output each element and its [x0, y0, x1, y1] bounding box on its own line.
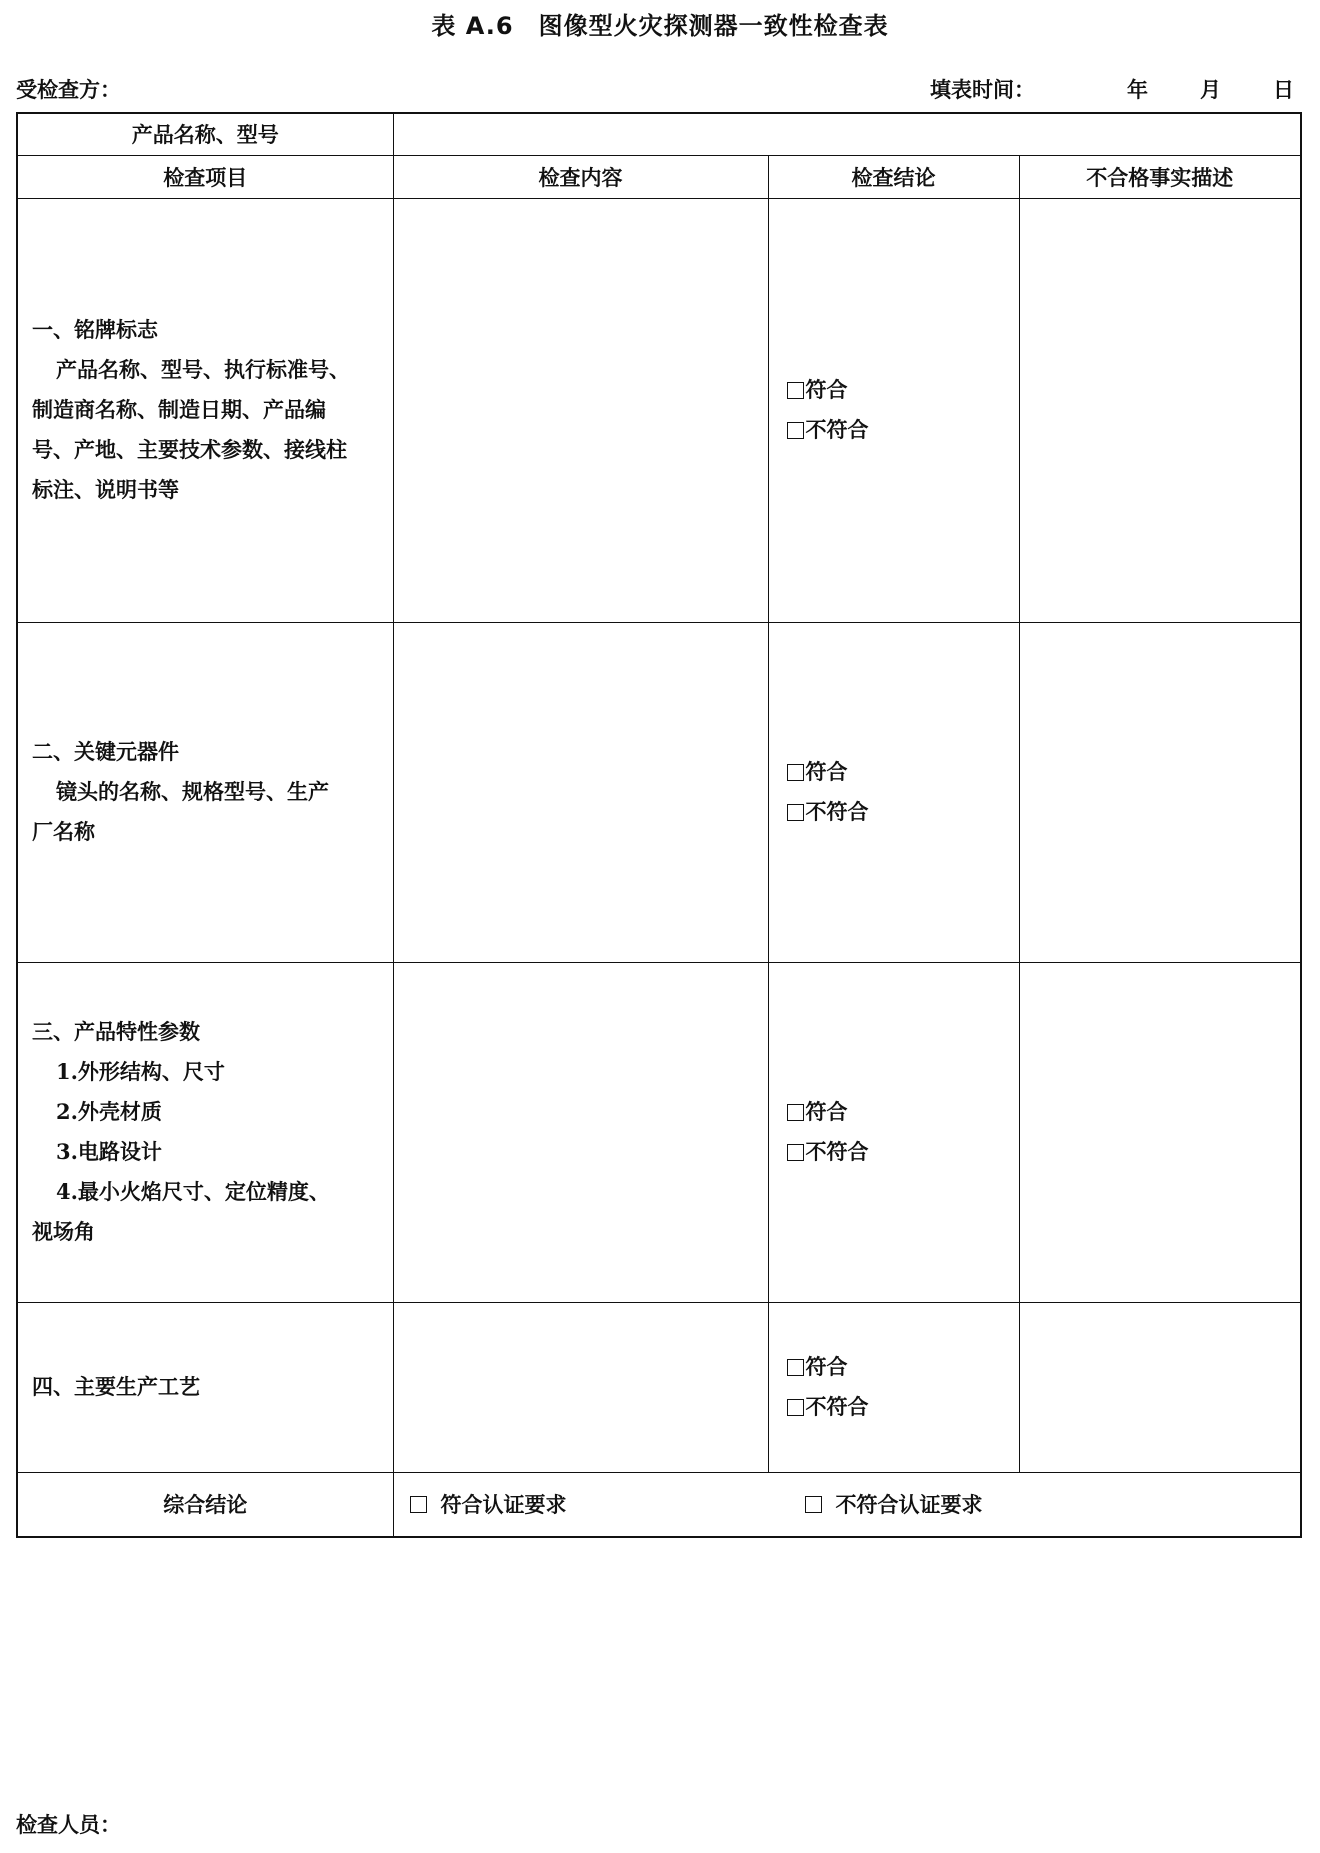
description-cell[interactable] — [1019, 1302, 1301, 1472]
description-cell[interactable] — [1019, 962, 1301, 1302]
summary-pass-option[interactable] — [410, 1489, 567, 1519]
fail-option-label: 不符合 — [805, 1139, 869, 1164]
item-line: 产品名称、型号、执行标准号、 — [56, 357, 350, 382]
item-line: 1.外形结构、尺寸 — [56, 1059, 225, 1084]
item-line: 视场角 — [32, 1219, 95, 1244]
inspector-label: 检查人员： — [16, 1812, 121, 1837]
summary-fail-label: 不符合认证要求 — [835, 1492, 983, 1518]
inspected-party-label: 受检查方： — [16, 77, 121, 102]
summary-pass-label: 符合认证要求 — [440, 1492, 567, 1518]
item-line: 镜头的名称、规格型号、生产 — [56, 779, 329, 804]
pass-option-label: 符合 — [805, 759, 848, 784]
column-header-description: 不合格事实描述 — [1019, 155, 1301, 198]
pass-option-label: 符合 — [805, 1354, 848, 1379]
content-cell[interactable] — [393, 622, 768, 962]
table-row — [17, 622, 1301, 962]
product-name-field[interactable] — [393, 113, 1301, 155]
checkbox-icon[interactable] — [787, 1144, 804, 1161]
item-cell — [17, 198, 393, 622]
item-line: 标注、说明书等 — [32, 477, 179, 502]
item-cell — [17, 962, 393, 1302]
item-line: 厂名称 — [32, 819, 95, 844]
summary-label: 综合结论 — [17, 1472, 393, 1537]
pass-option-label: 符合 — [805, 377, 848, 402]
item-line: 4.最小火焰尺寸、定位精度、 — [56, 1179, 330, 1204]
checkbox-icon[interactable] — [805, 1496, 822, 1513]
fail-option[interactable] — [787, 410, 1019, 450]
checkbox-icon[interactable] — [787, 1104, 804, 1121]
column-header-item: 检查项目 — [17, 155, 393, 198]
pass-option-label: 符合 — [805, 1099, 848, 1124]
item-title: 四、主要生产工艺 — [32, 1374, 200, 1399]
item-title: 一、铭牌标志 — [32, 317, 158, 342]
fail-option-label: 不符合 — [805, 799, 869, 824]
content-cell[interactable] — [393, 1302, 768, 1472]
result-cell — [768, 622, 1019, 962]
column-header-result: 检查结论 — [768, 155, 1019, 198]
column-header-content: 检查内容 — [393, 155, 768, 198]
content-cell[interactable] — [393, 198, 768, 622]
fail-option[interactable] — [787, 1132, 1019, 1172]
result-cell — [768, 1302, 1019, 1472]
product-name-label: 产品名称、型号 — [17, 113, 393, 155]
item-title: 二、关键元器件 — [32, 739, 179, 764]
pass-option[interactable] — [787, 1347, 1019, 1387]
summary-options — [393, 1472, 1301, 1537]
checkbox-icon[interactable] — [410, 1496, 427, 1513]
item-line: 号、产地、主要技术参数、接线柱 — [32, 437, 347, 462]
item-title: 三、产品特性参数 — [32, 1019, 200, 1044]
day-label: 日 — [1273, 77, 1294, 102]
item-line: 制造商名称、制造日期、产品编 — [32, 397, 326, 422]
content-cell[interactable] — [393, 962, 768, 1302]
pass-option[interactable] — [787, 1092, 1019, 1132]
item-line: 3.电路设计 — [56, 1139, 162, 1164]
item-line: 2.外壳材质 — [56, 1099, 162, 1124]
result-cell — [768, 962, 1019, 1302]
item-cell — [17, 1302, 393, 1472]
checkbox-icon[interactable] — [787, 804, 804, 821]
pass-option[interactable] — [787, 370, 1019, 410]
checkbox-icon[interactable] — [787, 422, 804, 439]
checkbox-icon[interactable] — [787, 764, 804, 781]
table-row — [17, 198, 1301, 622]
summary-fail-option[interactable] — [805, 1489, 983, 1519]
checkbox-icon[interactable] — [787, 1359, 804, 1376]
fail-option[interactable] — [787, 1387, 1019, 1427]
fail-option-label: 不符合 — [805, 1394, 869, 1419]
fill-time-label: 填表时间： — [930, 77, 1035, 102]
fail-option-label: 不符合 — [805, 417, 869, 442]
month-label: 月 — [1200, 77, 1221, 102]
pass-option[interactable] — [787, 752, 1019, 792]
fail-option[interactable] — [787, 792, 1019, 832]
table-row — [17, 1302, 1301, 1472]
year-label: 年 — [1127, 77, 1148, 102]
table-row — [17, 962, 1301, 1302]
item-cell — [17, 622, 393, 962]
inspection-table — [16, 112, 1302, 1538]
description-cell[interactable] — [1019, 622, 1301, 962]
fill-time — [930, 74, 1294, 104]
checkbox-icon[interactable] — [787, 382, 804, 399]
summary-row — [17, 1472, 1301, 1537]
checkbox-icon[interactable] — [787, 1399, 804, 1416]
document-title: 表 A.6 图像型火灾探测器一致性检查表 — [431, 12, 889, 40]
result-cell — [768, 198, 1019, 622]
description-cell[interactable] — [1019, 198, 1301, 622]
